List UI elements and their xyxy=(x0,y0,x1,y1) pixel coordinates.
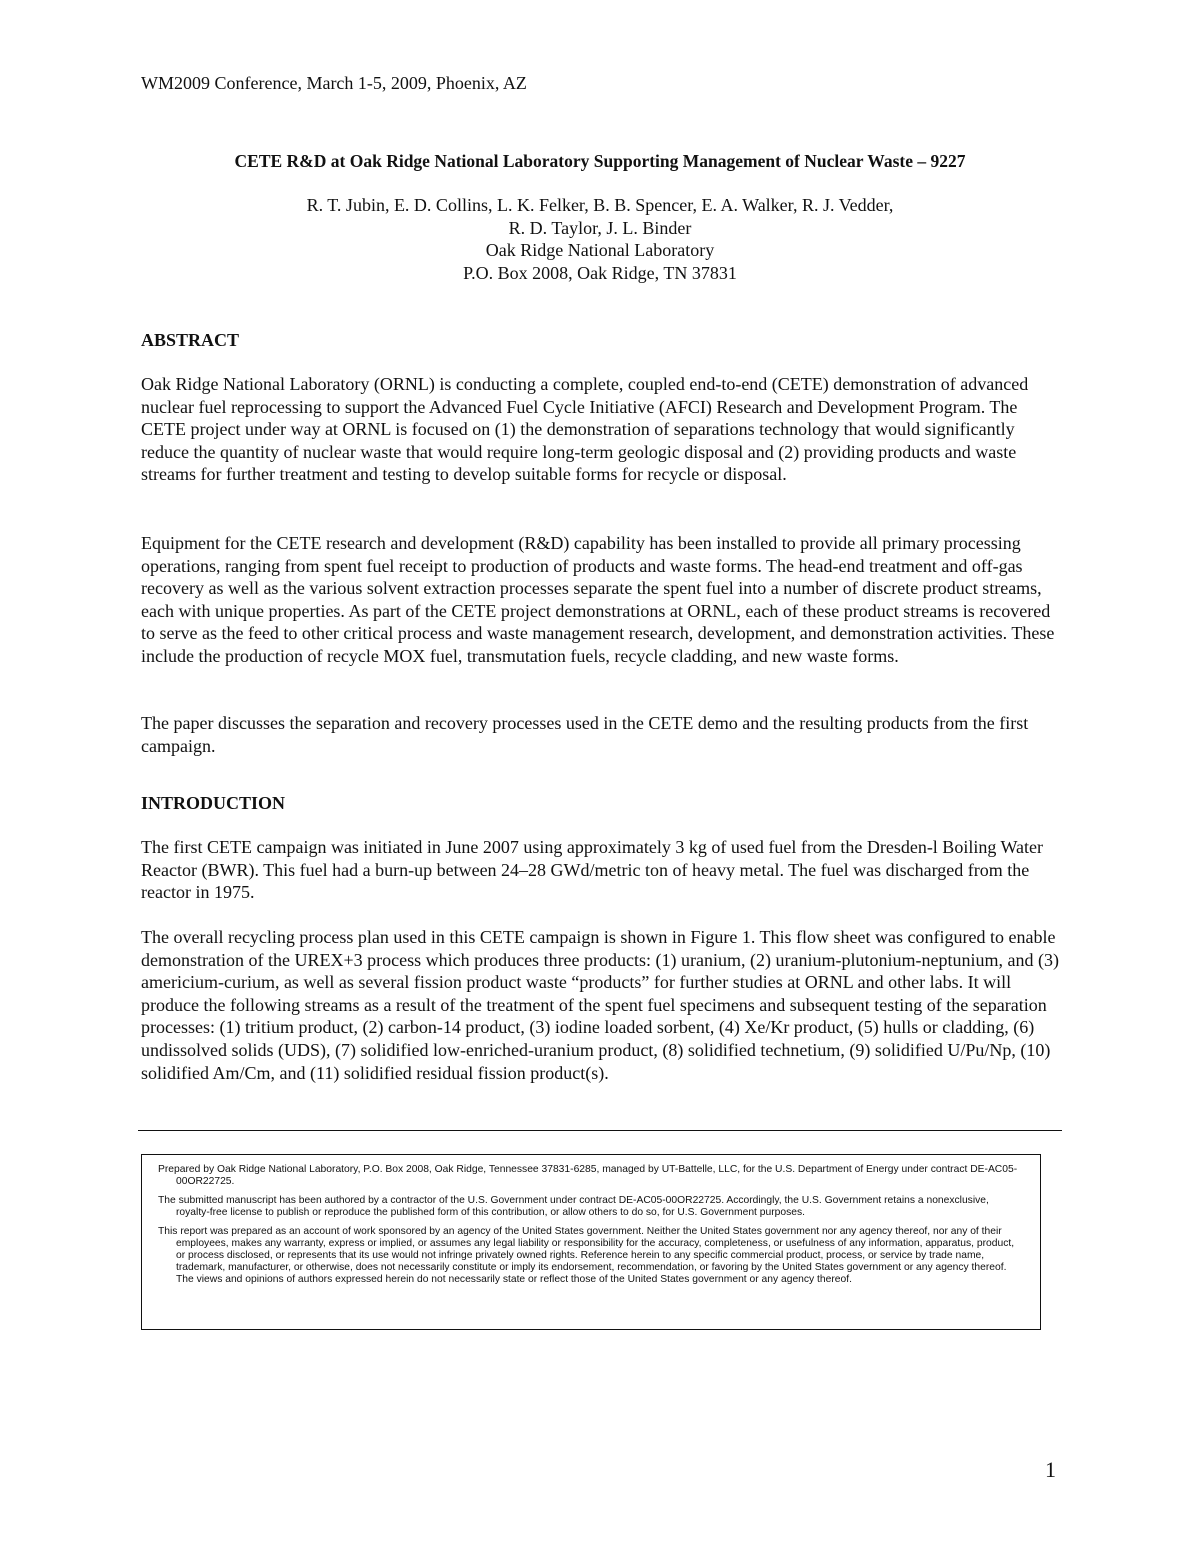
introduction-heading: INTRODUCTION xyxy=(141,793,286,813)
abstract-paragraph-2: Equipment for the CETE research and development (R&D) capability has been installed to provide all primary processing operations, ranging from spent fuel receipt to production of products and waste forms. The head-end treatment and off-gas recovery as well as the various solvent extraction processes separate the spent fuel into a number of discrete product streams, each with unique properties. As part of the CETE project demonstrations at ORNL, each of these product streams is recovered to serve as the feed to other critical process and waste management research, development, and demonstration activities. These include the production of recycle MOX fuel, transmutation fuels, recycle cladding, and new waste forms. xyxy=(141,533,1055,666)
abstract-paragraph-1: Oak Ridge National Laboratory (ORNL) is conducting a complete, coupled end-to-end (CETE) demonstration of advanced nuclear fuel reprocessing to support the Advanced Fuel Cycle Initiative (AFCI) Research and Development Program. The CETE project under way at ORNL is focused on (1) the demonstration of separations technology that would significantly reduce the quantity of nuclear waste that would require long-term geologic disposal and (2) providing products and waste streams for further treatment and testing to develop suitable forms for recycle or disposal. xyxy=(141,374,1029,485)
footnote-box xyxy=(141,1154,1041,1330)
footnote-separator xyxy=(138,1130,1062,1131)
introduction-paragraph-2: The overall recycling process plan used in this CETE campaign is shown in Figure 1. This flow sheet was configured to enable demonstration of the UREX+3 process which produces three products: (1) uranium, (2) uranium-plutonium-neptunium, and (3) americium-curium, as well as several fission product waste “products” for further studies at ORNL and other labs. It will produce the following streams as a result of the treatment of the spent fuel specimens and subsequent testing of the separation processes: (1) tritium product, (2) carbon-14 product, (3) iodine loaded sorbent, (4) Xe/Kr product, (5) hulls or cladding, (6) undissolved solids (UDS), (7) solidified low-enriched-uranium product, (8) solidified technetium, (9) solidified U/Pu/Np, (10) solidified Am/Cm, and (11) solidified residual fission product(s). xyxy=(141,927,1059,1083)
footnote-1: Prepared by Oak Ridge National Laboratory, P.O. Box 2008, Oak Ridge, Tennessee 37831-6285, managed by UT-Battelle, LLC, for the U.S. Department of Energy under contract DE-AC05-00OR22725. xyxy=(158,1164,1018,1187)
footnote-2: The submitted manuscript has been authored by a contractor of the U.S. Government under contract DE-AC05-00OR22725. Accordingly, the U.S. Government retains a nonexclusive, royalty-free license to publish or reproduce the published form of this contribution, or allow others to do so, for U.S. Government purposes. xyxy=(158,1195,989,1218)
affiliation: Oak Ridge National Laboratory xyxy=(485,240,715,260)
authors-line-1: R. T. Jubin, E. D. Collins, L. K. Felker, B. B. Spencer, E. A. Walker, R. J. Vedder, xyxy=(306,195,894,215)
address: P.O. Box 2008, Oak Ridge, TN 37831 xyxy=(463,262,737,283)
introduction-paragraph-1: The first CETE campaign was initiated in June 2007 using approximately 3 kg of used fuel from the Dresden-l Boiling Water Reactor (BWR). This fuel had a burn-up between 24–28 GWd/metric ton of heavy metal. The fuel was discharged from the reactor in 1975. xyxy=(141,837,1044,903)
abstract-heading: ABSTRACT xyxy=(141,330,240,350)
footnote-3: This report was prepared as an account of work sponsored by an agency of the United States government. Neither the United States government nor any agency thereof, nor any of their employees, makes any warranty, express or implied, or assumes any legal liability or responsibility for the accuracy, completeness, or usefulness of any information, apparatus, product, or process disclosed, or represents that its use would not infringe privately owned rights. Reference herein to any specific commercial product, process, or service by trade name, trademark, manufacturer, or otherwise, does not necessarily constitute or imply its endorsement, recommendation, or favoring by the United States government or any agency thereof. The views and opinions of authors expressed herein do not necessarily state or reflect those of the United States government or any agency thereof. xyxy=(158,1226,1015,1285)
paper-title: CETE R&D at Oak Ridge National Laboratory Supporting Management of Nuclear Waste – 9227 xyxy=(234,151,966,171)
running-header: WM2009 Conference, March 1-5, 2009, Phoenix, AZ xyxy=(141,73,527,93)
authors-line-2: R. D. Taylor, J. L. Binder xyxy=(508,217,692,238)
abstract-paragraph-3: The paper discusses the separation and recovery processes used in the CETE demo and the resulting products from the first campaign. xyxy=(141,713,1029,756)
byline xyxy=(141,194,1059,284)
page-number: 1 xyxy=(1045,1457,1056,1482)
